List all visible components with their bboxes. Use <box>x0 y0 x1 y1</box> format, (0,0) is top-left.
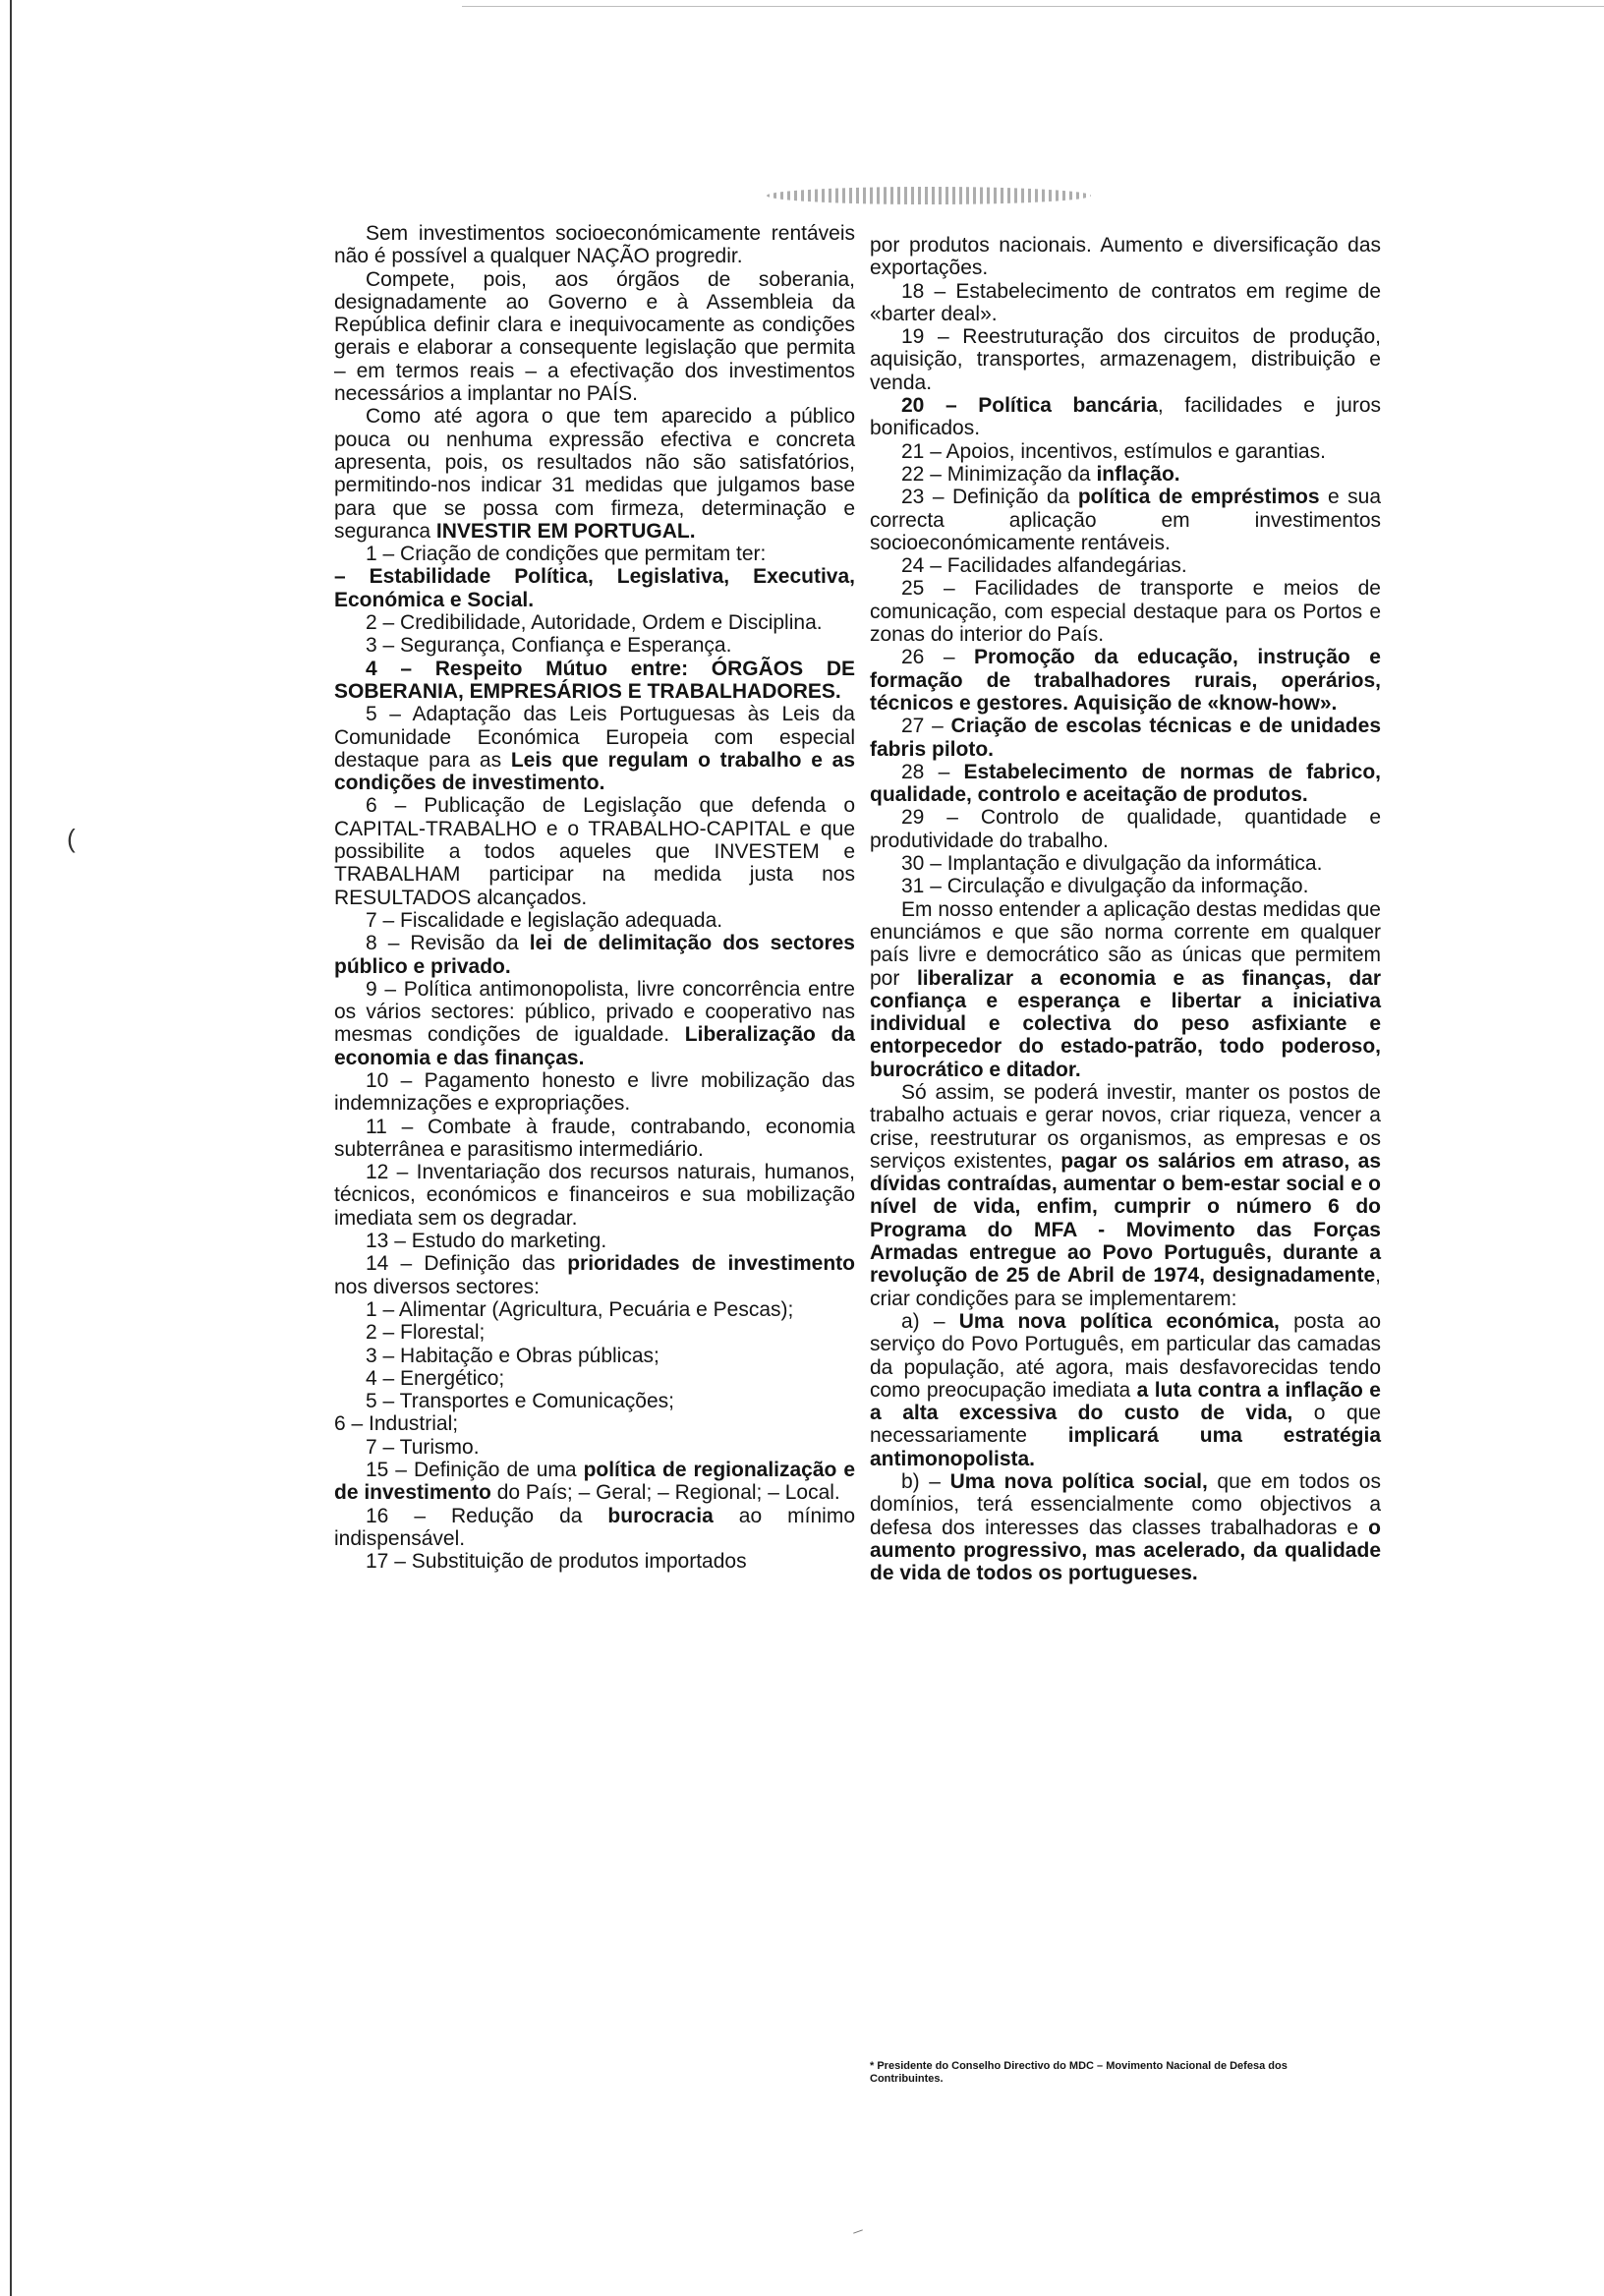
paragraph <box>334 1459 855 1505</box>
text-run: do País; – Geral; – Regional; – Local. <box>490 1481 840 1505</box>
paragraph <box>334 978 855 1069</box>
text-run: 9 – Política antimonopolista, livre concorrência entre os vários sectores: público, privado e cooperativo nas mesmas condições de igualdade. <box>334 977 855 1047</box>
bold-run: – Estabilidade Política, Legislativa, Executiva, Económica e Social. <box>334 565 855 611</box>
paragraph <box>334 1298 855 1321</box>
paragraph <box>334 611 855 634</box>
text-run: 11 – Combate à fraude, contrabando, economia subterrânea e parasitismo intermediário. <box>334 1115 855 1161</box>
text-run: nos diversos sectores: <box>334 1275 540 1298</box>
text-run: 17 – Substituição de produtos importados <box>366 1550 747 1574</box>
paragraph <box>334 658 855 704</box>
text-run: 7 – Fiscalidade e legislação adequada. <box>366 908 723 932</box>
text-run: o que necessariamente <box>870 1402 1381 1448</box>
bold-run: política de empréstimos <box>1077 486 1320 509</box>
text-run: 27 – <box>901 715 951 738</box>
text-run: ao mínimo indispensável. <box>334 1504 855 1550</box>
text-run: 15 – Definição de uma <box>366 1459 584 1482</box>
paragraph <box>334 1390 855 1412</box>
paragraph <box>334 1069 855 1116</box>
page-left-border <box>10 0 12 2296</box>
text-run: Compete, pois, aos órgãos de soberania, designadamente ao Governo e à Assembleia da República definir clara e inequivocamente as condições gerais e elaborar a consequente legislação que permita – em termos reais – a efectivação dos investimentos necessários a implantar no PAÍS. <box>334 267 855 406</box>
text-run: 13 – Estudo do marketing. <box>366 1230 607 1253</box>
left-text-column <box>334 222 855 1574</box>
text-run: b) – <box>901 1470 950 1494</box>
paragraph <box>870 761 1381 807</box>
text-run: por produtos nacionais. Aumento e diversificação das exportações. <box>870 234 1381 280</box>
text-run: 23 – Definição da <box>901 486 1078 509</box>
paragraph <box>870 486 1381 554</box>
text-run: Só assim, se poderá investir, manter os postos de trabalho actuais e gerar novos, criar riqueza, vencer a crise, reestruturar os organismos, as empresas e os serviços existentes, <box>870 1080 1381 1173</box>
paragraph <box>334 1345 855 1367</box>
text-run: 5 – Adaptação das Leis Portuguesas às Leis da Comunidade Económica Europeia com especial destaque para as <box>334 703 855 772</box>
text-run: 10 – Pagamento honesto e livre mobilização das indemnizações e expropriações. <box>334 1068 855 1116</box>
paragraph <box>334 1436 855 1459</box>
text-run: 1 – Criação de condições que permitam ter: <box>366 543 767 566</box>
text-run: 21 – Apoios, incentivos, estímulos e garantias. <box>901 439 1326 463</box>
paragraph <box>334 1321 855 1344</box>
text-run: 6 – Publicação de Legislação que defenda o CAPITAL-TRABALHO e o TRABALHO-CAPITAL e que possibilite a todos aqueles que INVESTEM e TRABALHAM participar na medida justa nos RESULTADOS alcançados. <box>334 794 855 909</box>
paragraph <box>334 703 855 794</box>
paragraph <box>334 909 855 932</box>
paragraph <box>870 325 1381 394</box>
text-run: posta ao serviço do Povo Português, em particular das camadas da população, até agora, mais desfavorecidas tendo como preocupação imediata <box>870 1309 1381 1402</box>
paragraph <box>870 394 1381 440</box>
paragraph <box>334 1412 855 1435</box>
right-text-column <box>870 234 1381 1585</box>
bold-run: Leis que regulam o trabalho e as condições de investimento. <box>334 748 855 795</box>
paragraph <box>334 1252 855 1298</box>
scan-mark <box>853 2229 863 2233</box>
paragraph <box>334 1550 855 1573</box>
bold-run: burocracia <box>607 1504 714 1527</box>
text-run: 7 – Turismo. <box>366 1435 480 1459</box>
text-run: Em nosso entender a aplicação destas medidas que enunciámos e que são norma corrente em qualquer país livre e democrático são as únicas que permitem por <box>870 897 1381 990</box>
paragraph <box>334 1116 855 1162</box>
paragraph <box>334 1505 855 1551</box>
paragraph <box>870 280 1381 326</box>
bold-run: liberalizar a economia e as finanças, dar confiança e esperança e libertar a iniciativa individual e colectiva do peso asfixiante e entorpecedor do estado-patrão, todo poderoso, burocrático e ditador. <box>870 966 1382 1081</box>
text-run: Como até agora o que tem aparecido a público pouca ou nenhuma expressão efectiva e concreta apresenta, pois, os resultados não são satisfatórios, permitindo-nos indicar 31 medidas que julgamos base para que se possa com firmeza, determinação e seguranca <box>334 405 855 543</box>
paragraph <box>870 234 1381 280</box>
text-run: 4 – Energético; <box>366 1366 505 1390</box>
scan-smudge <box>767 187 1091 204</box>
text-run: , facilidades e juros bonificados. <box>870 394 1381 440</box>
bold-run: INVESTIR EM PORTUGAL. <box>435 519 696 543</box>
paragraph <box>870 440 1381 463</box>
paragraph <box>334 1367 855 1390</box>
paragraph <box>870 646 1381 715</box>
paragraph <box>334 932 855 978</box>
text-run: 1 – Alimentar (Agricultura, Pecuária e Pescas); <box>366 1297 794 1321</box>
paragraph <box>870 554 1381 577</box>
bold-run: 4 – Respeito Mútuo entre: ÓRGÃOS DE SOBERANIA, EMPRESÁRIOS E TRABALHADORES. <box>334 657 855 703</box>
paragraph <box>334 268 855 406</box>
text-run: que em todos os domínios, terá essencialmente como objectivos a defesa dos interesses das classes trabalhadoras e <box>870 1470 1381 1539</box>
text-run: 2 – Florestal; <box>366 1321 486 1345</box>
paragraph <box>334 634 855 657</box>
text-run: 16 – Redução da <box>366 1504 608 1527</box>
text-run: 3 – Segurança, Confiança e Esperança. <box>366 634 732 658</box>
author-footnote: * Presidente do Conselho Directivo do MDC – Movimento Nacional de Defesa dos Contribuintes. <box>870 2060 1288 2085</box>
text-run: 24 – Facilidades alfandegárias. <box>901 554 1187 578</box>
text-run: 3 – Habitação e Obras públicas; <box>366 1344 659 1367</box>
bold-run: Uma nova política económica, <box>958 1309 1280 1333</box>
bold-run: 20 – Política bancária <box>901 394 1158 418</box>
paragraph <box>334 794 855 908</box>
page-top-rule <box>462 6 1604 7</box>
bold-run: política de regionalização e de investimento <box>334 1459 855 1505</box>
bold-run: prioridades de investimento <box>567 1252 855 1276</box>
paragraph <box>870 852 1381 875</box>
text-run: 30 – Implantação e divulgação da informática. <box>901 852 1323 876</box>
text-run: 26 – <box>901 646 974 669</box>
paragraph <box>870 898 1381 1081</box>
bold-run: Promoção da educação, instrução e formação de trabalhadores rurais, operários, técnicos e gestores. Aquisição de «know-how». <box>870 646 1381 715</box>
text-run: 19 – Reestruturação dos circuitos de produção, aquisição, transportes, armazenagem, distribuição e venda. <box>870 325 1381 394</box>
paragraph <box>334 565 855 611</box>
text-run: Sem investimentos socioeconómicamente rentáveis não é possível a qualquer NAÇÃO progredir. <box>334 222 855 268</box>
bold-run: inflação. <box>1096 462 1180 486</box>
paragraph <box>334 222 855 268</box>
text-run: e sua correcta aplicação em investimentos socioeconómicamente rentáveis. <box>870 486 1381 554</box>
text-run: 14 – Definição das <box>366 1252 568 1276</box>
bold-run: a luta contra a inflação e a alta excessiva do custo de vida, <box>870 1378 1381 1425</box>
text-run: 28 – <box>901 760 964 783</box>
text-run: 2 – Credibilidade, Autoridade, Ordem e Disciplina. <box>366 611 823 635</box>
paragraph <box>870 1081 1381 1310</box>
text-run: 12 – Inventariação dos recursos naturais, humanos, técnicos, económicos e financeiros e sua mobilização imediata sem os degradar. <box>334 1161 855 1230</box>
text-run: 6 – Industrial; <box>334 1412 459 1436</box>
paragraph <box>870 715 1381 761</box>
bold-run: lei de delimitação dos sectores público e privado. <box>334 932 855 978</box>
text-run: 29 – Controlo de qualidade, quantidade e produtividade do trabalho. <box>870 806 1381 852</box>
paragraph <box>870 1310 1381 1470</box>
paragraph <box>870 875 1381 897</box>
paragraph <box>334 1230 855 1252</box>
bold-run: implicará uma estratégia antimonopolista. <box>870 1424 1381 1470</box>
paragraph <box>870 463 1381 486</box>
bold-run: Estabelecimento de normas de fabrico, qualidade, controlo e aceitação de produtos. <box>870 760 1381 807</box>
text-run: 18 – Estabelecimento de contratos em regime de «barter deal». <box>870 279 1381 325</box>
bold-run: pagar os salários em atraso, as dívidas contraídas, aumentar o bem-estar social e o nível de vida, enfim, cumprir o número 6 do Programa do MFA - Movimento das Forças Armadas entregue ao Povo Português, durante a revolução de 25 de Abril de 1974, designadamente <box>870 1149 1382 1288</box>
paragraph <box>334 405 855 543</box>
text-run: 5 – Transportes e Comunicações; <box>366 1390 674 1413</box>
bold-run: Uma nova política social, <box>949 1470 1208 1494</box>
text-run: 25 – Facilidades de transporte e meios de comunicação, com especial destaque para os Portos e zonas do interior do País. <box>870 577 1381 647</box>
text-run: 22 – Minimização da <box>901 462 1097 486</box>
paragraph <box>870 806 1381 852</box>
text-run: a) – <box>901 1309 959 1333</box>
text-run: 31 – Circulação e divulgação da informação. <box>901 875 1309 898</box>
paragraph <box>870 1470 1381 1584</box>
text-run: , criar condições para se implementarem: <box>870 1264 1381 1310</box>
bold-run: Criação de escolas técnicas e de unidades fabris piloto. <box>870 715 1381 761</box>
bold-run: Liberalização da economia e das finanças. <box>334 1023 855 1069</box>
text-run: 8 – Revisão da <box>366 932 530 955</box>
paragraph <box>870 577 1381 646</box>
paragraph <box>334 1161 855 1230</box>
margin-mark: ( <box>67 824 76 853</box>
paragraph <box>334 543 855 565</box>
bold-run: o aumento progressivo, mas acelerado, da qualidade de vida de todos os portugueses. <box>870 1516 1381 1585</box>
